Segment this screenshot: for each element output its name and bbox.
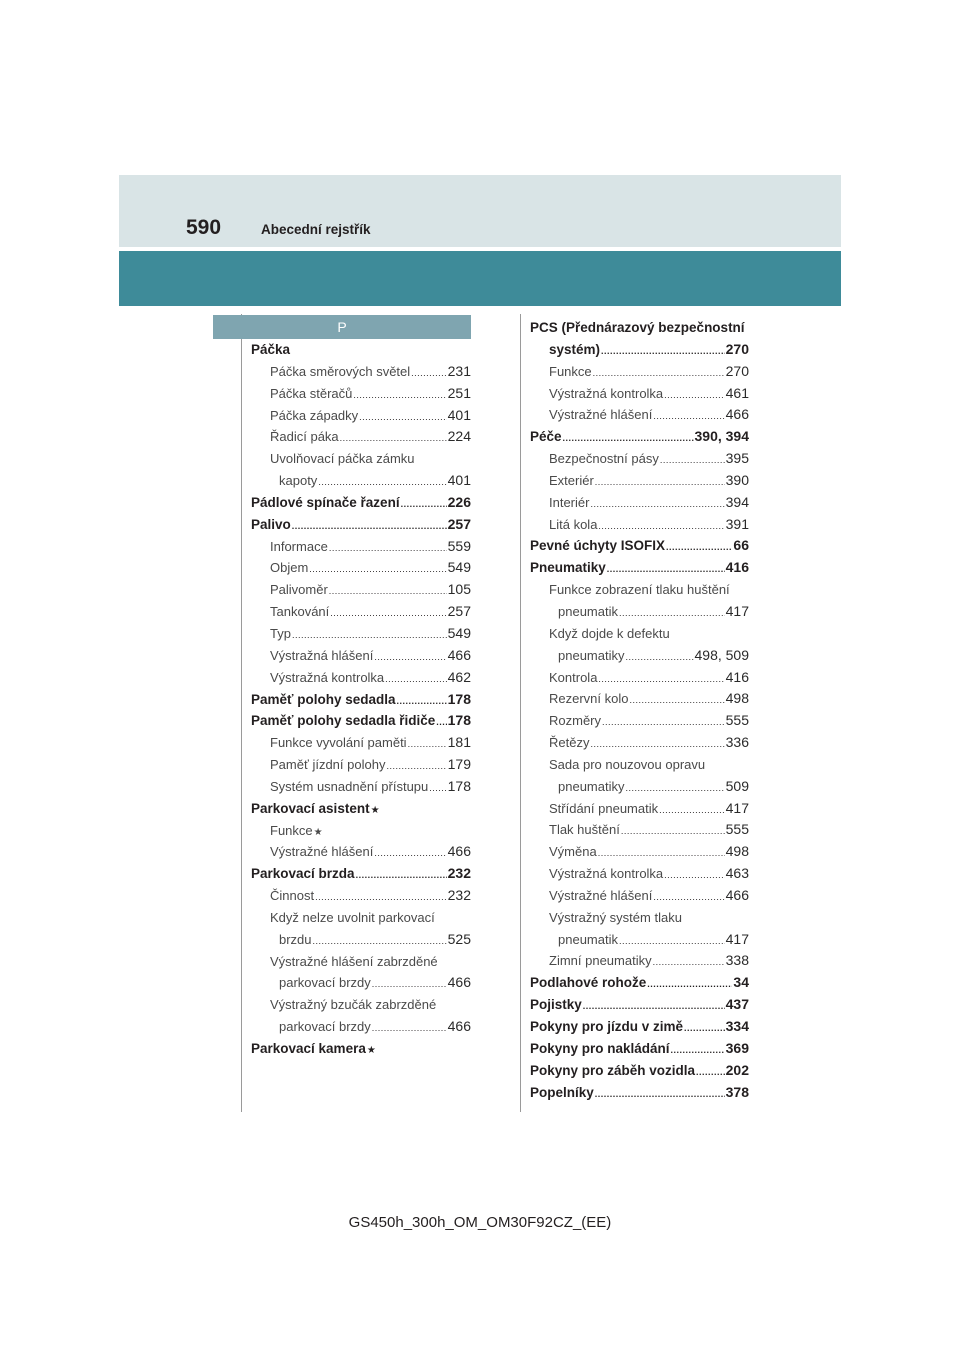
- index-entry-label: Paměť polohy sedadla: [251, 691, 396, 707]
- index-entry-label: Výstražné hlášení zabrzděné: [270, 953, 438, 969]
- index-entry-page[interactable]: 270: [725, 340, 749, 357]
- index-entry-label: Páčka: [251, 342, 291, 357]
- index-entry-page[interactable]: 549: [447, 559, 471, 576]
- index-entry-label: Pevné úchyty ISOFIX: [530, 538, 666, 554]
- index-entry-label: pneumatiky: [558, 647, 625, 663]
- index-entry-label: Pokyny pro jízdu v zimě: [530, 1019, 684, 1034]
- dot-leader: [696, 1062, 725, 1084]
- page-number: 590: [186, 216, 222, 239]
- index-entry-page[interactable]: 202: [725, 1061, 749, 1078]
- index-entry-label: Informace: [270, 538, 328, 554]
- index-entry-label: Palivoměr: [270, 582, 328, 598]
- index-entry-label: Litá kola: [549, 516, 598, 532]
- dot-leader: [595, 1084, 725, 1106]
- dot-leader: [411, 363, 446, 385]
- dot-leader: [359, 407, 446, 429]
- index-column-left: [251, 339, 471, 1060]
- dot-leader: [671, 1040, 725, 1062]
- index-entry-page[interactable]: 416: [725, 559, 749, 576]
- dot-leader: [386, 756, 446, 778]
- index-entry: [530, 470, 749, 492]
- index-entry-page[interactable]: 555: [725, 821, 749, 838]
- index-entry: [251, 339, 471, 361]
- index-entry: [530, 579, 749, 601]
- index-entry: [530, 535, 749, 557]
- index-entry: [530, 557, 749, 579]
- index-entry-page[interactable]: 549: [447, 624, 471, 641]
- index-entry-page[interactable]: 232: [447, 865, 471, 882]
- running-title: Abecední rejstřík: [261, 222, 371, 237]
- index-entry: [530, 776, 749, 798]
- index-entry-page[interactable]: 231: [447, 362, 471, 379]
- index-entry-label: Páčka západky: [270, 407, 359, 423]
- index-entry-page[interactable]: 401: [447, 472, 471, 489]
- dot-leader: [653, 952, 725, 974]
- dot-leader: [313, 931, 447, 953]
- index-entry-label: Výstražný bzučák zabrzděné: [270, 997, 437, 1013]
- index-entry: [251, 885, 471, 907]
- index-entry: [530, 1082, 749, 1104]
- index-entry: [530, 426, 749, 448]
- index-entry-page[interactable]: 378: [725, 1083, 749, 1100]
- index-entry-page[interactable]: 390: [725, 471, 749, 488]
- index-entry: [530, 383, 749, 405]
- index-entry-label: kapoty: [279, 473, 318, 489]
- index-entry-page[interactable]: 466: [447, 843, 471, 860]
- dot-leader: [292, 516, 447, 538]
- index-entry-page[interactable]: 417: [725, 930, 749, 947]
- index-entry: [530, 514, 749, 536]
- index-entry-page[interactable]: 338: [725, 952, 749, 969]
- index-entry: [251, 361, 471, 383]
- index-entry-page[interactable]: 224: [447, 428, 471, 445]
- index-entry: [530, 732, 749, 754]
- index-entry-label: Sada pro nouzovou opravu: [549, 756, 706, 772]
- section-band: [119, 251, 841, 306]
- index-entry-label: Funkce zobrazení tlaku huštění: [549, 582, 730, 598]
- footnote-star-icon: ★: [370, 804, 380, 816]
- index-entry: [251, 536, 471, 558]
- dot-leader: [593, 363, 725, 385]
- dot-leader: [436, 712, 446, 734]
- section-letter-bar: P: [213, 315, 471, 339]
- index-entry-label: Péče: [530, 429, 562, 445]
- index-entry-label: Funkce vyvolání paměti: [270, 735, 407, 751]
- dot-leader: [653, 887, 724, 909]
- index-entry-label: Pádlové spínače řazení: [251, 494, 400, 510]
- index-entry-page[interactable]: 34: [733, 974, 749, 991]
- index-entry-label: Výstražná hlášení: [270, 647, 374, 663]
- dot-leader: [340, 428, 447, 450]
- index-entry: [530, 885, 749, 907]
- index-entry-label: pneumatik: [558, 603, 618, 619]
- index-entry-label: systém): [549, 341, 601, 357]
- index-entry-page[interactable]: 394: [725, 493, 749, 510]
- index-entry-page[interactable]: 178: [447, 777, 471, 794]
- index-entry: [530, 601, 749, 623]
- index-entry-label: Výstražná kontrolka: [549, 385, 664, 401]
- index-entry-page[interactable]: 466: [725, 886, 749, 903]
- dot-leader: [353, 385, 446, 407]
- index-entry-page[interactable]: 226: [447, 493, 471, 510]
- index-entry: [251, 405, 471, 427]
- index-entry-page[interactable]: 178: [447, 690, 471, 707]
- dot-leader: [318, 472, 446, 494]
- index-entry-page[interactable]: 498: [725, 690, 749, 707]
- index-entry: [251, 972, 471, 994]
- index-entry-label: Paměť jízdní polohy: [270, 757, 386, 773]
- index-entry-page[interactable]: 466: [447, 974, 471, 991]
- dot-leader: [647, 974, 732, 996]
- dot-leader: [385, 669, 446, 691]
- index-entry-page[interactable]: 525: [447, 930, 471, 947]
- dot-leader: [607, 559, 725, 581]
- index-entry-label: Systém usnadnění přístupu: [270, 778, 429, 794]
- index-entry: [530, 841, 749, 863]
- dot-leader: [330, 603, 446, 625]
- index-entry-label: Výstražné hlášení: [549, 407, 653, 423]
- index-entry: [251, 645, 471, 667]
- dot-leader: [619, 931, 725, 953]
- index-entry-page[interactable]: 461: [725, 384, 749, 401]
- index-entry-label: Výměna: [549, 844, 597, 860]
- dot-leader: [590, 494, 724, 516]
- index-entry: [530, 710, 749, 732]
- index-entry-page[interactable]: 390, 394: [694, 428, 749, 445]
- dot-leader: [625, 647, 693, 669]
- dot-leader: [660, 450, 725, 472]
- dot-leader: [583, 996, 725, 1018]
- index-entry: [251, 863, 471, 885]
- dot-leader: [401, 494, 447, 516]
- index-entry-page[interactable]: 466: [447, 1018, 471, 1035]
- index-entry: [251, 776, 471, 798]
- index-entry-page[interactable]: 466: [447, 646, 471, 663]
- dot-leader: [664, 385, 724, 407]
- dot-leader: [664, 865, 724, 887]
- index-entry-label: Když dojde k defektu: [549, 625, 670, 641]
- index-entry-label: Řetězy: [549, 735, 590, 751]
- index-entry-label: pneumatiky: [558, 778, 625, 794]
- index-entry: [530, 863, 749, 885]
- index-entry-label: Kontrola: [549, 669, 598, 685]
- dot-leader: [329, 538, 447, 560]
- dot-leader: [408, 734, 447, 756]
- index-entry-page[interactable]: 178: [447, 712, 471, 729]
- dot-leader: [563, 428, 694, 450]
- index-entry: [251, 929, 471, 951]
- index-entry: [251, 579, 471, 601]
- dot-leader: [372, 974, 447, 996]
- index-entry-label: Zimní pneumatiky: [549, 953, 652, 969]
- index-entry-label: Parkovací kamera: [251, 1041, 366, 1056]
- index-entry: [530, 688, 749, 710]
- index-entry-label: Pokyny pro záběh vozidla: [530, 1062, 696, 1078]
- index-entry-page[interactable]: 401: [447, 406, 471, 423]
- index-entry-label: Pneumatiky: [530, 560, 606, 576]
- index-entry: [251, 470, 471, 492]
- index-entry-page[interactable]: 251: [447, 384, 471, 401]
- index-entry: [530, 448, 749, 470]
- index-entry-page[interactable]: 336: [725, 734, 749, 751]
- index-entry-label: Typ: [270, 625, 291, 641]
- index-entry: [530, 754, 749, 776]
- index-entry-label: PCS (Přednárazový bezpečnostní: [530, 320, 745, 335]
- dot-leader: [653, 406, 724, 428]
- index-entry: [530, 492, 749, 514]
- index-entry-label: brzdu: [279, 931, 312, 947]
- index-entry-page[interactable]: 181: [447, 734, 471, 751]
- index-entry-label: Střídání pneumatik: [549, 800, 659, 816]
- index-entry-page[interactable]: 66: [733, 537, 749, 554]
- index-entry: [530, 1016, 749, 1038]
- dot-leader: [598, 516, 724, 538]
- index-entry: [251, 994, 471, 1016]
- index-entry-label: Paměť polohy sedadla řidiče: [251, 713, 436, 729]
- index-entry-page[interactable]: 559: [447, 537, 471, 554]
- index-entry-label: Výstražný systém tlaku: [549, 909, 682, 925]
- index-entry-page[interactable]: 463: [725, 865, 749, 882]
- dot-leader: [602, 712, 725, 734]
- index-entry-label: Podlahové rohože: [530, 975, 647, 991]
- index-entry-page[interactable]: 509: [725, 777, 749, 794]
- index-entry-label: Palivo: [251, 516, 291, 532]
- index-entry-label: Výstražná kontrolka: [549, 866, 664, 882]
- index-entry: [251, 907, 471, 929]
- dot-leader: [629, 690, 724, 712]
- right-column-rule: [520, 314, 521, 1112]
- index-entry-label: Výstražné hlášení: [270, 844, 374, 860]
- index-entry-label: parkovací brzdy: [279, 1019, 371, 1035]
- index-entry-label: Tlak huštění: [549, 822, 620, 838]
- footer-document-code: GS450h_300h_OM_OM30F92CZ_(EE): [348, 1214, 612, 1231]
- index-entry-label: Když nelze uvolnit parkovací: [270, 909, 435, 925]
- index-entry-page[interactable]: 395: [725, 450, 749, 467]
- index-entry: [530, 907, 749, 929]
- dot-leader: [601, 341, 725, 363]
- dot-leader: [374, 647, 446, 669]
- index-entry: [251, 667, 471, 689]
- index-entry-page[interactable]: 462: [447, 668, 471, 685]
- index-entry: [530, 950, 749, 972]
- index-entry-label: Pokyny pro nakládání: [530, 1040, 670, 1056]
- footnote-star-icon: ★: [366, 1045, 376, 1056]
- index-entry-page[interactable]: 498: [725, 843, 749, 860]
- dot-leader: [595, 472, 725, 494]
- index-entry-label: Rezervní kolo: [549, 691, 629, 707]
- dot-leader: [684, 1018, 725, 1040]
- index-entry: [251, 623, 471, 645]
- index-entry-page[interactable]: 466: [725, 406, 749, 423]
- index-entry: [530, 972, 749, 994]
- index-entry-page[interactable]: 334: [725, 1018, 749, 1034]
- index-entry: [251, 710, 471, 732]
- index-entry-label: Rozměry: [549, 713, 602, 729]
- index-entry: [530, 623, 749, 645]
- index-entry-label: Parkovací brzda: [251, 866, 355, 882]
- index-entry-page[interactable]: 257: [447, 515, 471, 532]
- index-entry: [530, 1060, 749, 1082]
- index-entry-page[interactable]: 369: [725, 1039, 749, 1056]
- index-entry-label: Páčka směrových světel: [270, 363, 411, 379]
- index-entry: [251, 732, 471, 754]
- index-entry: [251, 514, 471, 536]
- header-band: [119, 175, 841, 247]
- index-entry-label: Popelníky: [530, 1084, 594, 1100]
- dot-leader: [292, 625, 447, 647]
- index-entry-page[interactable]: 105: [447, 581, 471, 598]
- index-entry: [530, 929, 749, 951]
- dot-leader: [429, 778, 446, 800]
- index-entry: [530, 798, 749, 820]
- dot-leader: [666, 537, 732, 559]
- index-entry-label: Pojistky: [530, 997, 582, 1013]
- index-entry: [530, 317, 749, 339]
- dot-leader: [372, 1018, 447, 1040]
- index-entry-label: Výstražná kontrolka: [270, 669, 385, 685]
- index-entry-label: Uvolňovací páčka zámku: [270, 451, 415, 467]
- dot-leader: [309, 559, 446, 581]
- index-entry: [530, 819, 749, 841]
- index-entry-label: pneumatik: [558, 931, 618, 947]
- dot-leader: [329, 581, 447, 603]
- index-entry-label: Bezpečnostní pásy: [549, 451, 659, 467]
- index-entry-label: Výstražné hlášení: [549, 887, 653, 903]
- index-entry: [530, 645, 749, 667]
- index-entry-label: Řadicí páka: [270, 429, 339, 445]
- index-entry-label: parkovací brzdy: [279, 975, 371, 991]
- index-entry: [251, 1016, 471, 1038]
- footnote-star-icon: ★: [313, 826, 323, 838]
- index-column-right: [530, 317, 749, 1103]
- index-entry: [530, 404, 749, 426]
- index-entry-page[interactable]: 417: [725, 799, 749, 816]
- left-column-rule: [241, 314, 242, 1112]
- index-entry-page[interactable]: 498, 509: [694, 646, 749, 663]
- dot-leader: [598, 843, 725, 865]
- index-entry-page[interactable]: 270: [725, 362, 749, 379]
- index-entry: [530, 1038, 749, 1060]
- index-entry: [251, 1038, 471, 1060]
- dot-leader: [356, 865, 447, 887]
- dot-leader: [621, 821, 725, 843]
- index-entry-page[interactable]: 257: [447, 603, 471, 620]
- index-entry: [251, 754, 471, 776]
- index-entry: [530, 361, 749, 383]
- index-entry: [251, 798, 471, 820]
- index-entry-page[interactable]: 417: [725, 602, 749, 619]
- index-entry-label: Funkce: [549, 363, 592, 379]
- index-entry-page[interactable]: 391: [725, 515, 749, 532]
- index-entry: [251, 383, 471, 405]
- dot-leader: [598, 669, 724, 691]
- dot-leader: [315, 887, 447, 909]
- index-entry-page[interactable]: 555: [725, 712, 749, 729]
- index-entry-label: Parkovací asistent: [251, 800, 370, 816]
- dot-leader: [619, 603, 725, 625]
- dot-leader: [590, 734, 724, 756]
- index-entry: [530, 339, 749, 361]
- dot-leader: [374, 843, 446, 865]
- index-entry: [251, 820, 471, 842]
- index-entry-page[interactable]: 437: [725, 996, 749, 1013]
- index-entry-label: Interiér: [549, 494, 590, 510]
- index-entry-label: Funkce: [270, 822, 313, 838]
- index-entry-page[interactable]: 232: [447, 887, 471, 904]
- index-entry-label: Páčka stěračů: [270, 385, 353, 401]
- index-entry: [251, 448, 471, 470]
- index-entry: [251, 689, 471, 711]
- index-entry-label: Exteriér: [549, 472, 594, 488]
- index-entry: [251, 426, 471, 448]
- index-entry-label: Objem: [270, 560, 309, 576]
- dot-leader: [397, 691, 447, 713]
- index-entry: [251, 951, 471, 973]
- dot-leader: [659, 800, 725, 822]
- index-entry-label: Tankování: [270, 604, 330, 620]
- index-entry: [251, 601, 471, 623]
- dot-leader: [625, 778, 724, 800]
- index-entry: [251, 841, 471, 863]
- index-entry: [251, 557, 471, 579]
- index-entry-label: Činnost: [270, 888, 315, 904]
- index-entry: [251, 492, 471, 514]
- index-entry: [530, 667, 749, 689]
- index-entry: [530, 994, 749, 1016]
- index-entry-page[interactable]: 416: [725, 668, 749, 685]
- index-entry-page[interactable]: 179: [447, 756, 471, 773]
